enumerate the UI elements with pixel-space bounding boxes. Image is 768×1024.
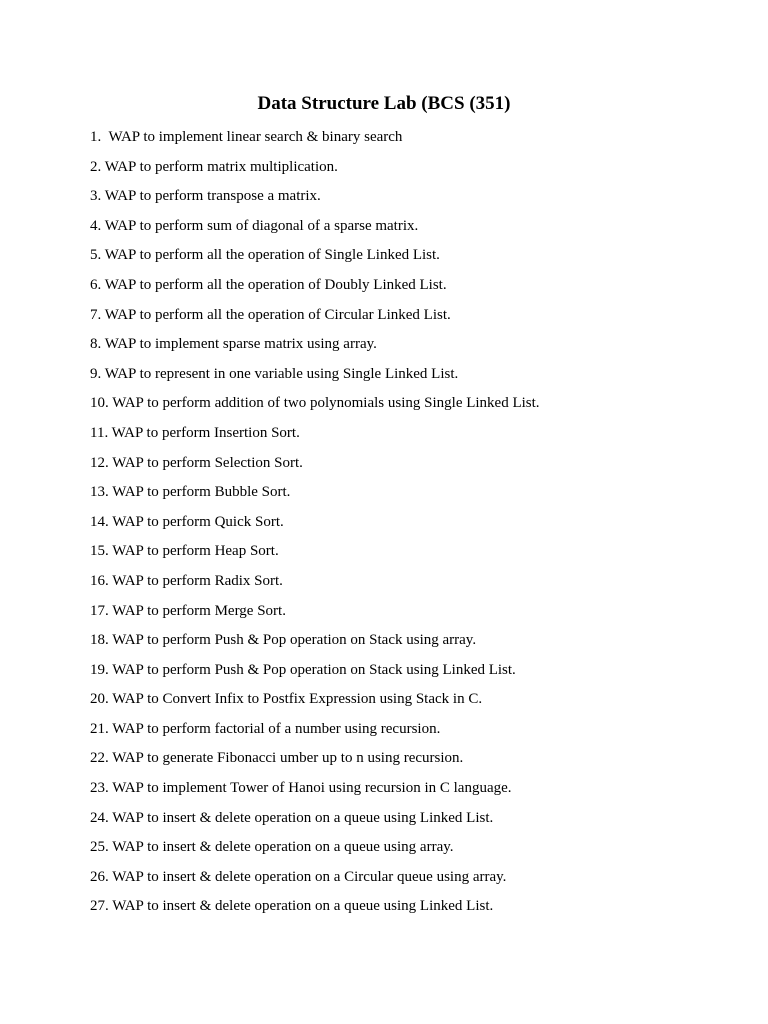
list-item: 16. WAP to perform Radix Sort. [90,572,283,589]
list-item: 4. WAP to perform sum of diagonal of a sparse matrix. [90,217,419,234]
list-item: 10. WAP to perform addition of two polynomials using Single Linked List. [90,395,540,412]
list-item: 6. WAP to perform all the operation of Doubly Linked List. [90,276,447,293]
list-item: 22. WAP to generate Fibonacci umber up to n using recursion. [90,750,464,767]
page-title: Data Structure Lab (BCS (351) [257,93,511,114]
list-item: 2. WAP to perform matrix multiplication. [90,158,338,175]
list-item: 8. WAP to implement sparse matrix using array. [90,336,377,353]
list-item: 7. WAP to perform all the operation of Circular Linked List. [90,306,451,323]
list-item: 3. WAP to perform transpose a matrix. [90,188,321,205]
list-item: 18. WAP to perform Push & Pop operation on Stack using array. [90,632,477,649]
list-item: 24. WAP to insert & delete operation on a queue using Linked List. [90,809,494,826]
list-item: 26. WAP to insert & delete operation on a Circular queue using array. [90,868,507,885]
list-item: 14. WAP to perform Quick Sort. [90,513,284,530]
list-item: 1. WAP to implement linear search & binary search [90,129,403,145]
list-item: 20. WAP to Convert Infix to Postfix Expression using Stack in C. [90,691,483,708]
list-item: 9. WAP to represent in one variable using Single Linked List. [90,365,459,382]
list-item: 15. WAP to perform Heap Sort. [90,543,279,560]
list-item: 23. WAP to implement Tower of Hanoi using recursion in C language. [90,780,512,797]
lab-program-list [90,125,540,924]
list-item: 17. WAP to perform Merge Sort. [90,602,286,619]
list-item: 13. WAP to perform Bubble Sort. [90,484,291,501]
list-item: 25. WAP to insert & delete operation on a queue using array. [90,839,454,856]
list-item: 12. WAP to perform Selection Sort. [90,454,303,471]
list-item: 19. WAP to perform Push & Pop operation on Stack using Linked List. [90,661,516,678]
list-item: 27. WAP to insert & delete operation on a queue using Linked List. [90,898,494,915]
list-item: 5. WAP to perform all the operation of Single Linked List. [90,247,440,264]
list-item: 21. WAP to perform factorial of a number using recursion. [90,720,441,737]
list-item: 11. WAP to perform Insertion Sort. [90,424,300,441]
